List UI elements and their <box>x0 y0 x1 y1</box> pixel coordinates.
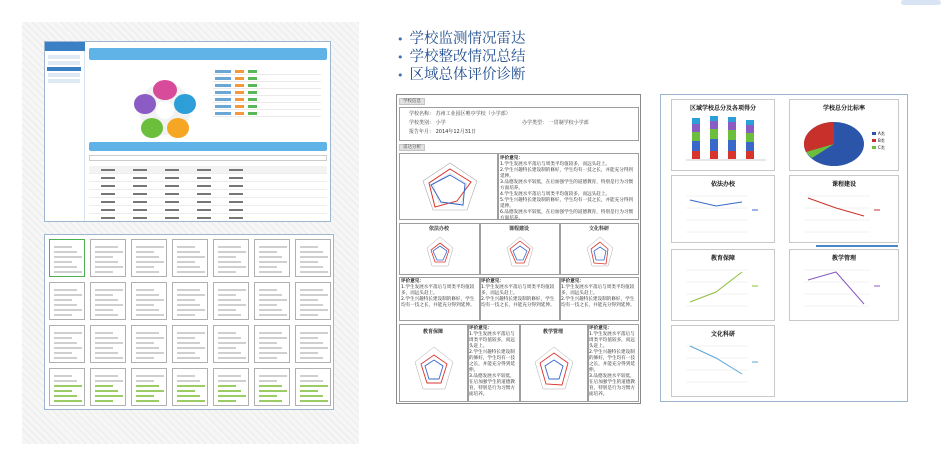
sub-caption-1: 依法办校 <box>428 226 449 232</box>
sidebar-item <box>48 61 80 65</box>
line-chart-title: 文化科研 <box>710 331 735 338</box>
report-page-thumbnail <box>90 325 126 363</box>
report-page-thumbnail <box>213 282 249 320</box>
system-screenshot <box>44 41 331 222</box>
pie-chart-card <box>789 99 899 171</box>
five-sector-emblem <box>125 68 205 150</box>
sub-radar-5 <box>531 343 577 397</box>
report-page-thumbnail <box>213 325 249 363</box>
report-page-thumbnail <box>90 368 126 406</box>
report-page-thumbnail <box>49 282 85 320</box>
main-radar-chart <box>405 155 495 219</box>
report-page-thumbnail <box>295 368 331 406</box>
line-chart <box>676 338 772 396</box>
sub-radar-1 <box>424 234 456 272</box>
report-page-thumbnail <box>90 282 126 320</box>
bottom-divider <box>519 324 521 402</box>
line-chart-card-2 <box>789 175 899 243</box>
region-evaluation-report <box>660 94 908 402</box>
pie-chart-title: 学校总分比标率 <box>822 105 865 112</box>
line-chart-card-4 <box>789 249 899 321</box>
chart-separator <box>816 245 898 247</box>
report-page-thumbnail <box>131 239 167 277</box>
sidebar-item <box>48 73 80 77</box>
report-page-thumbnail <box>295 282 331 320</box>
bullet-2: • 学校整改情况总结 <box>397 49 526 65</box>
report-page-thumbnail <box>295 325 331 363</box>
report-page-thumbnail <box>295 239 331 277</box>
line-chart <box>794 262 896 320</box>
sub-radar-2 <box>504 234 536 272</box>
screenshot-header-bar <box>89 48 327 60</box>
line-chart <box>794 188 896 242</box>
main-comment: 评价意见： 1.学生发展水平落后与周类平均值较多，而远头赶上。 2.学生兴趣特长建设制的修好，学生均有一技之长，并能充分得到延伸。 3.品德发展水平较低，在后加强学生的道德教育，特别是行为习惯方面培养。 4.学生发展水平落后与周类平均值较多，而远头赶上。 5.学生兴趣特长建设制的修好，学生均有一技之长，并能充分得到延伸。 6.品德发展水平较低，在后加强学生的道德教育，特别是行为习惯方面培养。 <box>500 156 634 221</box>
sub-caption-2: 课程建设 <box>508 226 529 232</box>
report-page-thumbnail <box>254 325 290 363</box>
stacked-bar-chart <box>678 113 770 169</box>
report-page-thumbnail <box>49 239 85 277</box>
report-page-thumbnail <box>172 325 208 363</box>
sub-radar-3 <box>584 234 616 272</box>
screenshot-score-table <box>213 68 321 117</box>
report-page-thumbnail <box>131 325 167 363</box>
school-level-line: 学校类别： 小学 <box>409 120 446 126</box>
school-type-line: 办学类型： 一贯制学校小学部 <box>522 120 589 126</box>
line-chart-card-3 <box>671 249 775 321</box>
screenshot-list-header <box>89 142 327 151</box>
line-chart-card-5 <box>671 325 775 397</box>
screenshot-search-row <box>89 155 327 161</box>
sub-caption-4: 教育保障 <box>422 329 443 335</box>
sidebar-item <box>48 79 80 83</box>
school-radar-report <box>396 94 641 404</box>
radar-tag: 雷达分析 <box>399 144 425 151</box>
report-page-thumbnail <box>49 325 85 363</box>
line-chart <box>676 188 772 242</box>
report-thumbnail-grid <box>44 234 334 410</box>
line-chart <box>676 262 772 320</box>
bullet-1: • 学校监测情况雷达 <box>397 31 526 47</box>
sub-comment-5: 评价意见： 1.学生发展水平落后与周类平均值较多，而远头赶上。 2.学生兴趣特长建设制的修好，学生均有一技之长，并能充分得到延伸。 3.品德发展水平较低，在后加强学生的道德教育，特别是行为习惯方面培养。 <box>589 326 635 397</box>
svg-text:A类: A类 <box>878 131 885 136</box>
line-chart-title: 教学管理 <box>831 255 856 262</box>
report-page-thumbnail <box>131 282 167 320</box>
sub-comment-2: 评价意见： 1.学生发展水平落后与周类平均值较多，而远头赶上。 2.学生兴趣特长建设制的修好，学生均有一技之长，并能充分得到延伸。 <box>481 279 555 308</box>
line-chart-card-1 <box>671 175 775 243</box>
sub-caption-5: 教学管理 <box>542 329 563 335</box>
report-page-thumbnail <box>49 368 85 406</box>
report-page-thumbnail <box>254 368 290 406</box>
bullet-3: • 区域总体评价诊断 <box>397 67 526 83</box>
report-page-thumbnail <box>213 368 249 406</box>
screenshot-list <box>89 166 327 222</box>
sub-comment-4: 评价意见： 1.学生发展水平落后与周类平均值较多，而远头赶上。 2.学生兴趣特长建设制的修好，学生均有一技之长，并能充分得到延伸。 3.品德发展水平较低，在后加强学生的道德教育，特别是行为习惯方面培养。 <box>469 326 515 397</box>
main-radar-divider <box>497 153 499 220</box>
bar-chart-title: 区域学校总分及各项得分 <box>689 105 756 112</box>
corner-decoration <box>901 0 941 5</box>
sidebar-item <box>47 67 81 71</box>
bar-chart-card <box>671 99 775 171</box>
report-date-line: 报告年月： 2014年12月31日 <box>409 129 477 135</box>
report-page-thumbnail <box>172 368 208 406</box>
report-page-thumbnail <box>172 239 208 277</box>
sidebar-item <box>48 55 80 59</box>
line-chart-title: 课程建设 <box>831 181 856 188</box>
screenshot-sidebar <box>45 42 85 222</box>
school-info-tag: 学校信息 <box>399 98 425 105</box>
sub-comment-3: 评价意见： 1.学生发展水平落后与周类平均值较多，而远头赶上。 2.学生兴趣特长建设制的修好，学生均有一技之长，并能充分得到延伸。 <box>561 279 635 308</box>
line-chart-title: 依法办校 <box>710 181 735 188</box>
sub-comment-1: 评价意见： 1.学生发展水平落后与周类平均值较多，而远头赶上。 2.学生兴趣特长建设制的修好，学生均有一技之长，并能充分得到延伸。 <box>401 279 475 308</box>
sidebar-title-bar <box>45 42 85 51</box>
svg-text:B类: B类 <box>878 138 885 143</box>
line-chart-title: 教育保障 <box>710 255 735 262</box>
school-name-line: 学校名称： 苏州工业园区唯亭学校（小学部） <box>409 111 511 117</box>
report-page-thumbnail <box>254 282 290 320</box>
pie-chart <box>798 116 894 170</box>
report-page-thumbnail <box>172 282 208 320</box>
report-page-thumbnail <box>90 239 126 277</box>
report-page-thumbnail <box>254 239 290 277</box>
report-page-thumbnail <box>131 368 167 406</box>
sub-radar-4 <box>411 343 457 397</box>
svg-text:C类: C类 <box>878 145 885 150</box>
report-page-thumbnail <box>213 239 249 277</box>
sub-caption-3: 文化科研 <box>588 226 609 232</box>
screenshot-main <box>89 48 327 60</box>
